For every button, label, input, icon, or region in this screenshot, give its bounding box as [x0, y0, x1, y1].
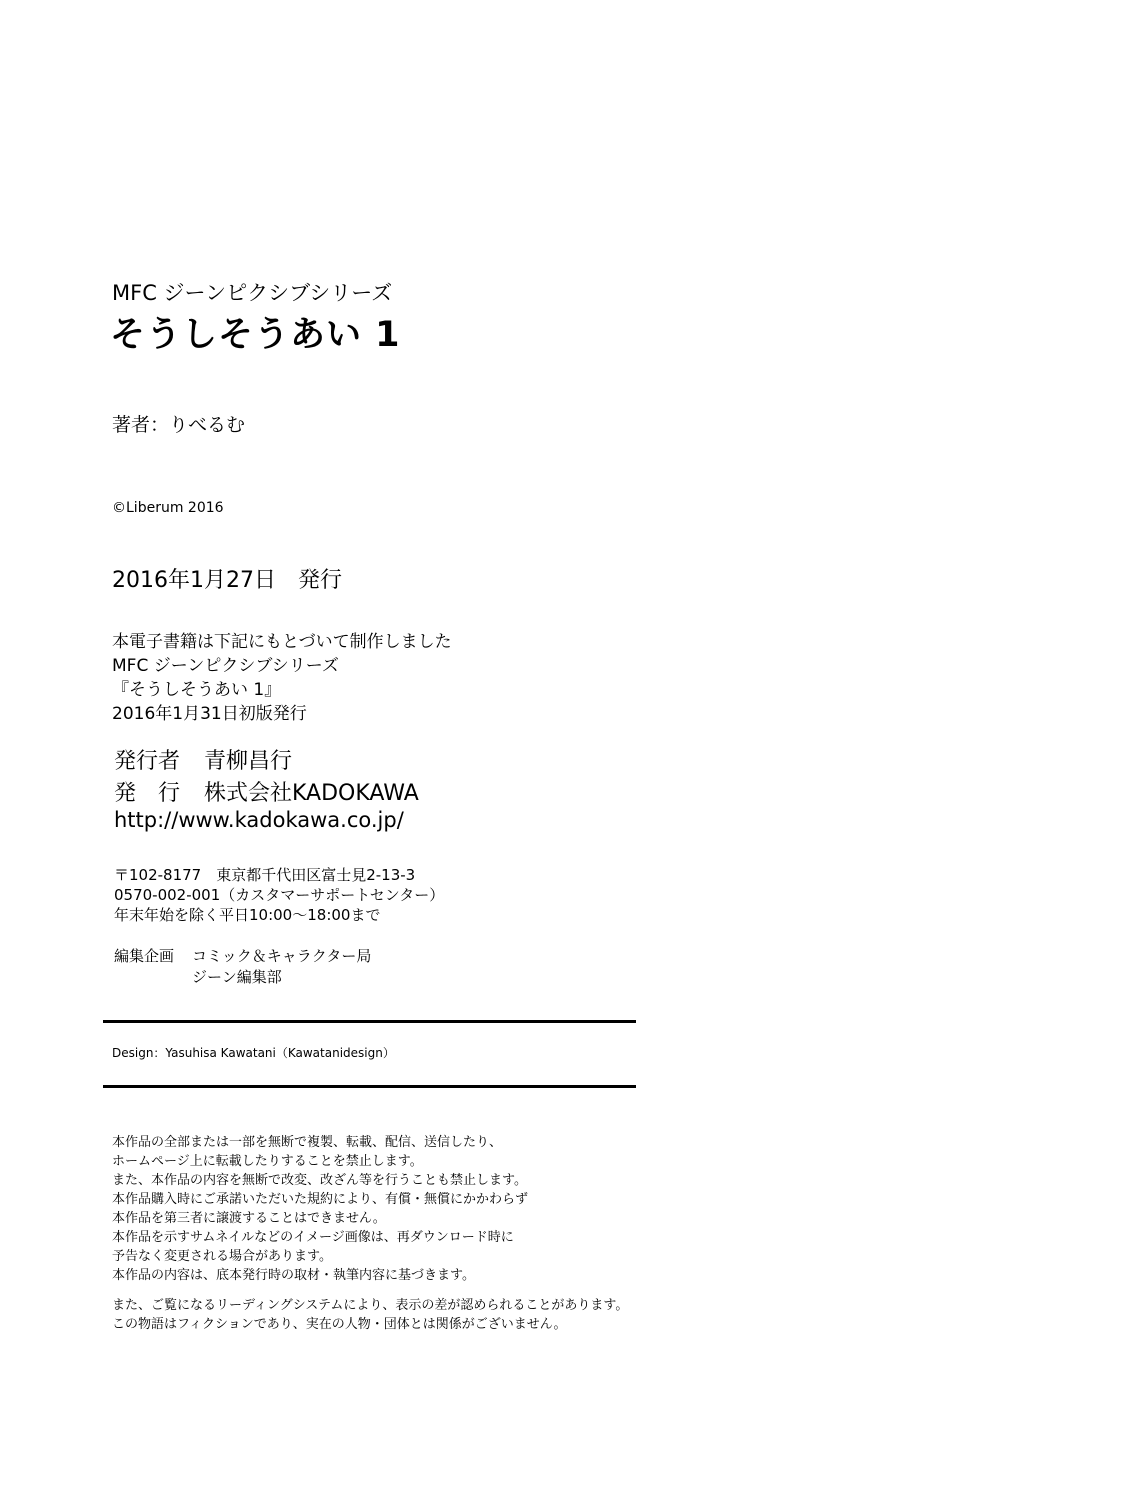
notice-line: 本作品購入時にご承諾いただいた規約により、有償・無償にかかわらず: [112, 1192, 529, 1207]
notice-line: 本作品の内容は、底本発行時の取材・執筆内容に基づきます。: [112, 1268, 475, 1283]
notice-line: 本作品を示すサムネイルなどのイメージ画像は、再ダウンロード時に: [112, 1230, 514, 1245]
support-hours-line: 年末年始を除く平日10:00～18:00まで: [114, 906, 381, 924]
notice-line: この物語はフィクションであり、実在の人物・団体とは関係がございません。: [112, 1317, 567, 1332]
editorial-department: コミック＆キャラクター局: [192, 947, 372, 965]
source-line: 『そうしそうあい 1』: [112, 680, 282, 700]
editorial-row: [114, 946, 371, 967]
source-line: 本電子書籍は下記にもとづいて制作しました: [112, 632, 452, 652]
editorial-label: 編集企画: [114, 947, 175, 965]
notice-line: 本作品の全部または一部を無断で複製、転載、配信、送信したり、: [112, 1135, 503, 1150]
issuer-name: 青柳昌行: [204, 749, 293, 774]
design-credit: Design：Yasuhisa Kawatani（Kawatanidesign）: [112, 1046, 395, 1060]
issuer-row: [114, 746, 419, 778]
legal-notice-block: [112, 1133, 528, 1285]
copyright-line: ©Liberum 2016: [112, 500, 224, 516]
author-line: 著者：りべるむ: [112, 414, 246, 436]
publisher-label: 発 行: [114, 781, 181, 806]
source-line: MFC ジーンピクシブシリーズ: [112, 656, 339, 676]
editorial-block: [114, 946, 371, 988]
publisher-row: [114, 778, 419, 810]
divider: [103, 1085, 636, 1088]
notice-line: また、ご覧になるリーディングシステムにより、表示の差が認められることがあります。: [112, 1298, 629, 1313]
publisher-url[interactable]: http://www.kadokawa.co.jp/: [114, 808, 404, 832]
publisher-block: [114, 746, 419, 810]
divider: [103, 1020, 636, 1023]
notice-line: 予告なく変更される場合があります。: [112, 1249, 332, 1264]
issue-date: 2016年1月27日 発行: [112, 568, 342, 593]
address-line: 〒102-8177 東京都千代田区富士見2-13-3: [114, 866, 416, 884]
book-title: そうしそうあい 1: [110, 315, 401, 355]
support-phone-line: 0570-002-001（カスタマーサポートセンター）: [114, 886, 445, 904]
editorial-row: [114, 967, 371, 988]
series-name: MFC ジーンピクシブシリーズ: [112, 281, 393, 305]
editorial-subdepartment: ジーン編集部: [192, 968, 282, 986]
notice-line: 本作品を第三者に譲渡することはできません。: [112, 1211, 386, 1226]
source-line: 2016年1月31日初版発行: [112, 704, 307, 724]
reading-notice-block: [112, 1296, 628, 1334]
notice-line: また、本作品の内容を無断で改変、改ざん等を行うことも禁止します。: [112, 1173, 527, 1188]
address-block: [114, 865, 444, 925]
publisher-name: 株式会社KADOKAWA: [204, 781, 419, 806]
notice-line: ホームページ上に転載したりすることを禁止します。: [112, 1154, 423, 1169]
source-edition-block: [112, 630, 452, 726]
issuer-label: 発行者: [114, 749, 181, 774]
